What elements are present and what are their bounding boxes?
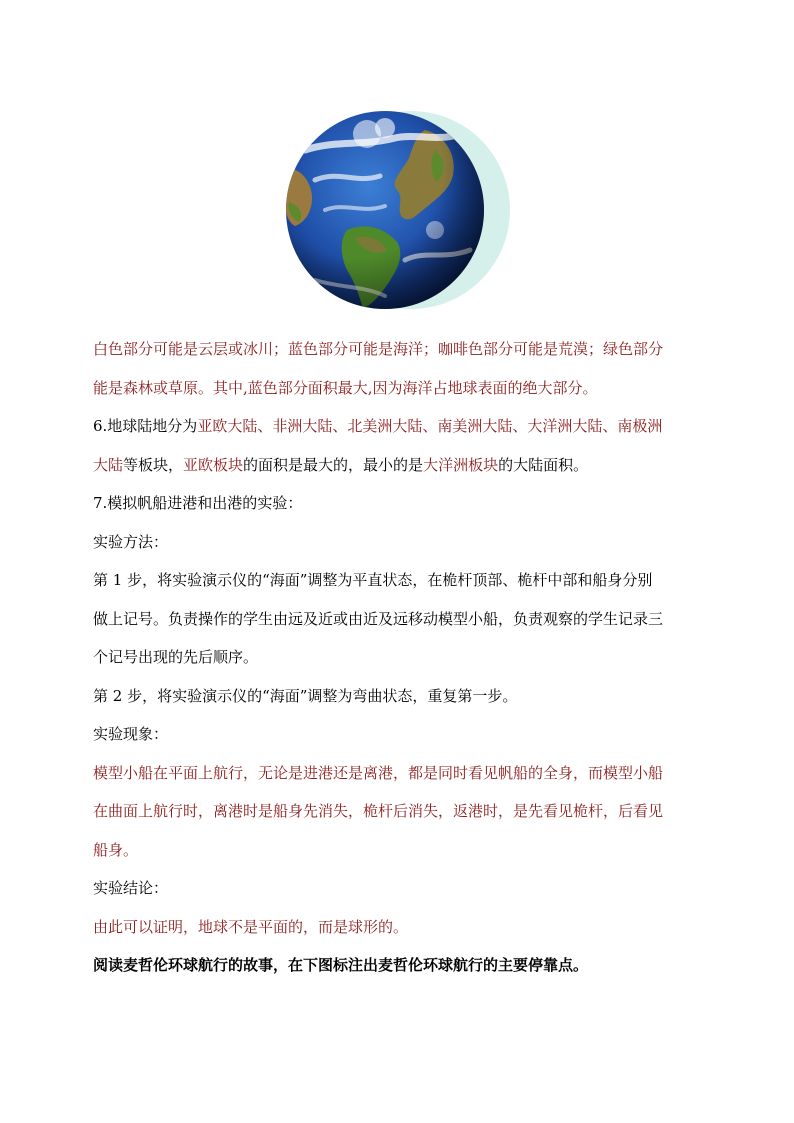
text-segment: 6.地球陆地分为 <box>93 417 198 435</box>
text-segment: 大陆 <box>93 455 124 474</box>
text-segment: 做上记号。负责操作的学生由远及近或由近及远移动模型小船，负责观察的学生记录三 <box>93 609 664 628</box>
text-segment: 第 2 步，将实验演示仪的“海面”调整为弯曲状态，重复第一步。 <box>93 686 518 705</box>
text-line <box>93 600 705 639</box>
text-segment: 实验结论： <box>93 879 169 897</box>
document-body <box>93 330 705 985</box>
text-line <box>93 792 705 831</box>
text-segment: 第 1 步，将实验演示仪的“海面”调整为平直状态，在桅杆顶部、桅杆中部和船身分别 <box>93 571 653 589</box>
text-line <box>93 677 705 716</box>
text-line <box>93 484 705 523</box>
text-segment: 船身。 <box>93 840 139 859</box>
text-line <box>93 446 705 485</box>
text-segment: 模型小船在平面上航行，无论是进港还是离港，都是同时看见帆船的全身，而模型小船 <box>93 763 664 782</box>
text-line <box>93 369 705 408</box>
text-segment: 白色部分可能是云层或冰川；蓝色部分可能是海洋；咖啡色部分可能是荒漠；绿色部分 <box>93 340 664 358</box>
text-line <box>93 908 705 947</box>
text-segment: 大洋洲板块 <box>423 455 499 474</box>
text-line <box>93 946 705 985</box>
text-line <box>93 407 705 446</box>
text-line <box>93 638 705 677</box>
text-segment: 能是森林或草原。其中,蓝色部分面积最大,因为海洋占地球表面的绝大部分。 <box>93 378 598 397</box>
text-line <box>93 831 705 870</box>
text-line <box>93 869 705 908</box>
earth-figure <box>285 110 513 310</box>
text-segment: 实验现象： <box>93 725 169 743</box>
text-segment: 阅读麦哲伦环球航行的故事，在下图标注出麦哲伦环球航行的主要停靠点。 <box>93 956 589 974</box>
text-segment: 的大陆面积。 <box>498 455 589 474</box>
text-segment: 等板块， <box>123 455 184 474</box>
earth-globe-icon <box>285 110 513 310</box>
text-line <box>93 330 705 369</box>
text-segment: 7.模拟帆船进港和出港的实验： <box>93 494 303 512</box>
text-segment: 亚欧板块 <box>183 455 244 474</box>
text-segment: 实验方法： <box>93 532 169 551</box>
text-line <box>93 523 705 562</box>
text-segment: 个记号出现的先后顺序。 <box>93 648 259 666</box>
text-segment: 的面积是最大的，最小的是 <box>243 455 424 474</box>
text-line <box>93 754 705 793</box>
text-line <box>93 715 705 754</box>
text-segment: 亚欧大陆、非洲大陆、北美洲大陆、南美洲大陆、大洋洲大陆、南极洲 <box>197 417 663 435</box>
text-line <box>93 561 705 600</box>
text-segment: 在曲面上航行时，离港时是船身先消失，桅杆后消失，返港时，是先看见桅杆，后看见 <box>93 802 664 820</box>
text-segment: 由此可以证明，地球不是平面的，而是球形的。 <box>93 917 409 936</box>
